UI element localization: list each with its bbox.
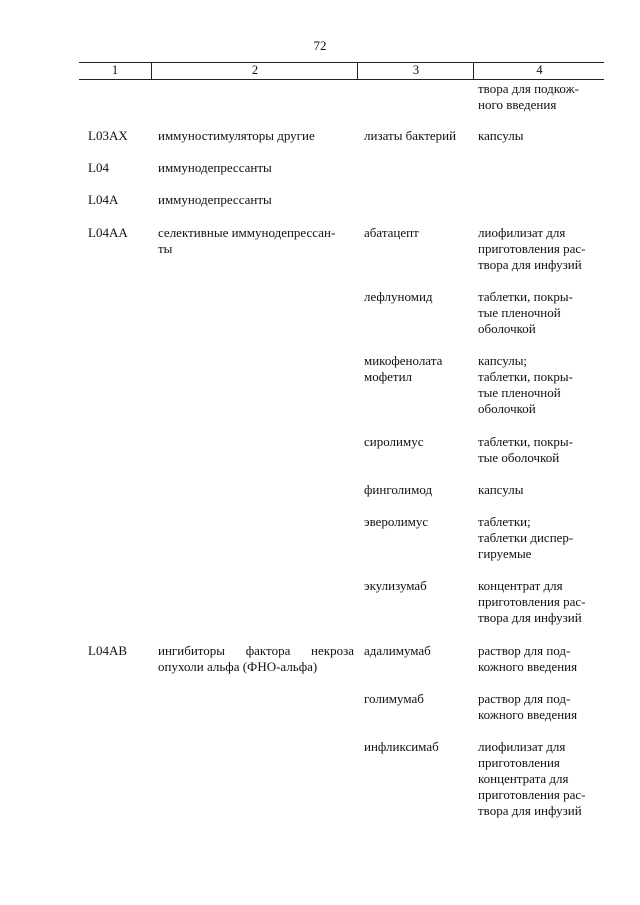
cell-code: L04AA — [88, 225, 128, 240]
cell-drug: экулизумаб — [364, 578, 427, 593]
cell-drug: инфликсимаб — [364, 739, 439, 754]
cell-form: лиофилизат для приготовления концентрата для приготовления рас- твора для инфузий — [478, 739, 586, 818]
cell-code: L04A — [88, 192, 119, 207]
cell-group: иммуностимуляторы другие — [158, 128, 315, 143]
cell-drug: финголимод — [364, 482, 433, 497]
cell-form: лиофилизат для приготовления рас- твора для инфузий — [478, 225, 586, 272]
header-col-3: 3 — [357, 63, 474, 79]
cell-drug: эверолимус — [364, 514, 429, 529]
cell-code: L04 — [88, 160, 109, 175]
cell-form: раствор для под- кожного введения — [478, 691, 578, 722]
header-col-2: 2 — [151, 63, 358, 79]
cell-form: раствор для под- кожного введения — [478, 643, 578, 674]
cell-form: таблетки, покры- тые пленочной оболочкой — [478, 289, 573, 336]
cell-form: таблетки, покры- тые оболочкой — [478, 434, 573, 465]
cell-form: капсулы — [478, 482, 524, 497]
cell-drug: микофенолата мофетил — [364, 353, 443, 384]
cell-drug: лефлуномид — [364, 289, 433, 304]
cell-drug: сиролимус — [364, 434, 424, 449]
cell-drug: голимумаб — [364, 691, 424, 706]
cell-form: капсулы — [478, 128, 524, 143]
cell-code: L03AX — [88, 128, 128, 143]
cell-drug: адалимумаб — [364, 643, 431, 658]
cell-code: L04AB — [88, 643, 127, 658]
cell-form: капсулы; таблетки, покры- тые пленочной оболочкой — [478, 353, 573, 416]
cell-drug: лизаты бактерий — [364, 128, 457, 143]
header-col-1: 1 — [111, 63, 119, 77]
cell-group: ингибиторы фактора некроза опухоли альфа (ФНО-альфа) — [158, 643, 354, 674]
cell-form: концентрат для приготовления рас- твора для инфузий — [478, 578, 586, 625]
table-header — [79, 62, 604, 80]
continuation-form: твора для подкож- ного введения — [478, 81, 579, 112]
cell-group: иммунодепрессанты — [158, 160, 272, 175]
cell-drug: абатацепт — [364, 225, 419, 240]
page-number: 72 — [313, 38, 327, 53]
header-col-4: 4 — [473, 63, 605, 79]
cell-group: иммунодепрессанты — [158, 192, 272, 207]
cell-form: таблетки; таблетки диспер- гируемые — [478, 514, 574, 561]
cell-group: селективные иммунодепрессан- ты — [158, 225, 336, 256]
